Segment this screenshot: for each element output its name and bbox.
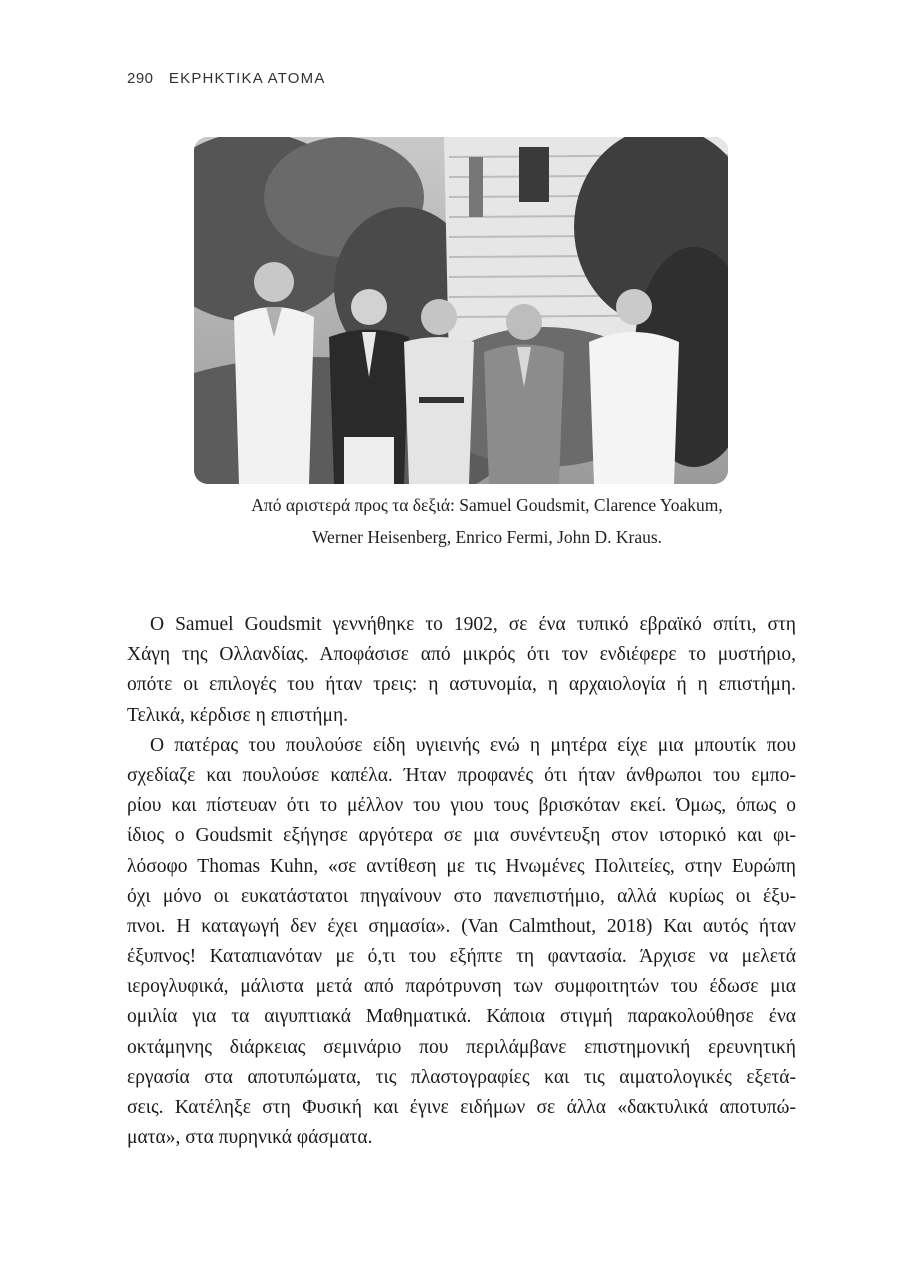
text-line: έξυπνος! Καταπιανόταν με ό,τι του εξήπτε τη φαντασία. Άρχισε να μελετά bbox=[127, 946, 796, 968]
group-photograph bbox=[194, 137, 728, 484]
figure-caption-line: Werner Heisenberg, Enrico Fermi, John D. Kraus. bbox=[311, 527, 663, 547]
text-line: Τελικά, κέρδισε η επιστήμη. bbox=[127, 704, 349, 726]
text-line: ρίου και πίστευαν ότι το μέλλον του γιου τους βρισκόταν εκεί. Όμως, όπως ο bbox=[127, 795, 796, 817]
text-line: ιερογλυφικά, μάλιστα μετά από παρότρυνση των συμφοιτητών του έδωσε μια bbox=[127, 976, 796, 998]
text-line: εργασία στα αποτυπώματα, τις πλαστογραφίες και τις αιματολογικές εξετά- bbox=[127, 1066, 796, 1088]
text-line: Χάγη της Ολλανδίας. Αποφάσισε από μικρός ότι τον ενδιέφερε το μυστήριο, bbox=[127, 644, 796, 666]
running-header bbox=[127, 70, 326, 87]
text-line: ίδιος ο Goudsmit εξήγησε αργότερα σε μια συνέντευξη στον ιστορικό και φι- bbox=[127, 825, 796, 847]
body-text bbox=[127, 610, 796, 1153]
text-line: οπότε οι επιλογές του ήταν τρεις: η αστυνομία, η αρχαιολογία ή η επιστήμη. bbox=[127, 674, 796, 696]
text-line: σεις. Κατέληξε στη Φυσική και έγινε ειδήμων σε άλλα «δακτυλικά αποτυπώ- bbox=[127, 1097, 796, 1118]
text-line: O Samuel Goudsmit γεννήθηκε το 1902, σε ένα τυπικό εβραϊκό σπίτι, στη bbox=[150, 614, 796, 635]
text-line: ομιλία για τα αιγυπτιακά Μαθηματικά. Κάποια στιγμή παρακολούθησε ένα bbox=[127, 1006, 796, 1028]
text-line: Ο πατέρας του πουλούσε είδη υγιεινής ενώ η μητέρα είχε μια μπουτίκ που bbox=[150, 734, 796, 756]
page-number: 290 bbox=[127, 70, 154, 87]
text-line: πνοι. Η καταγωγή δεν έχει σημασία». (Van Calmthout, 2018) Και αυτός ήταν bbox=[127, 915, 796, 937]
text-line: οκτάμηνης διάρκειας σεμινάριο που περιλάμβανε επιστημονική ερευνητική bbox=[127, 1036, 796, 1058]
text-line: λόσοφο Thomas Kuhn, «σε αντίθεση με τις Ηνωμένες Πολιτείες, στην Ευρώπη bbox=[127, 855, 796, 877]
chapter-title: ΕΚΡΗΚΤΙΚΑ ΑΤΟΜΑ bbox=[168, 70, 326, 87]
text-line: σχεδίαζε και πουλούσε καπέλα. Ήταν προφανές ότι ήταν άνθρωποι του εμπο- bbox=[127, 764, 796, 786]
text-line: ματα», στα πυρηνικά φάσματα. bbox=[127, 1127, 373, 1149]
photo-image bbox=[194, 137, 728, 484]
text-line: όχι μόνο οι ευκατάστατοι πηγαίνουν στο πανεπιστήμιο, αλλά κυρίως οι έξυ- bbox=[127, 885, 796, 907]
figure-caption-line: Από αριστερά προς τα δεξιά: Samuel Goudsmit, Clarence Yoakum, bbox=[251, 495, 723, 515]
